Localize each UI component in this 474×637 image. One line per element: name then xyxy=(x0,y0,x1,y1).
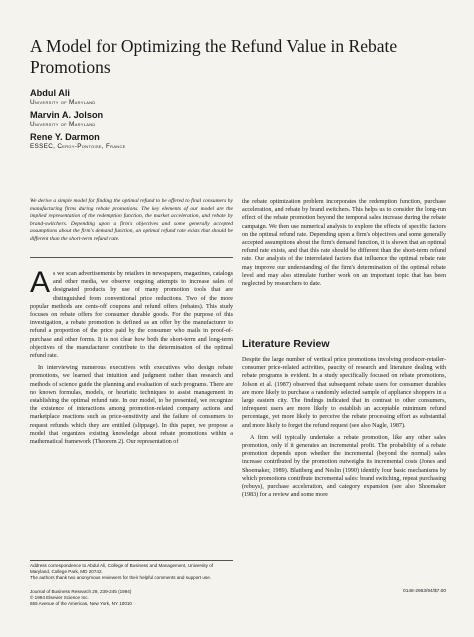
section-heading-literature-review: Literature Review xyxy=(242,338,330,350)
body-paragraph: In interviewing numerous executives with executives who design rebate promotions, we learned that intuition and judgment rather than research and methods of science guide the planning and evaluation of such programs. There are no known formulas, models, or heuristic techniques to assist management in establishing the optimal refund rate. In our model, to be presented, we recognize the existence of interactions among promotion-related company actions and marketplace reactions such as price-sensitivity and the failure of consumers to request refunds which they are entitled (slippage). In this paper, we propose a model that organizes existing knowledge about rebate promotions within a mathematical framework (Theorem 2). Our representation of xyxy=(30,365,233,446)
author-affiliation: ESSEC, Cergy-Pontoise, France xyxy=(30,143,126,150)
abstract: We derive a simple model for finding the optimal refund to be offered to final consumers by manufacturing firms during rebate promotions. The key elements of our model are the implied representation of the redemption function, the market acceleration, and rebate by brand-switchers. Depending upon a firm's objectives and some generally accepted assumptions about the firm's demand function, an optimal refund rate exists that should be different than the short-term refund rate. xyxy=(30,198,233,242)
drop-cap: A xyxy=(30,266,51,299)
author-block xyxy=(30,88,330,107)
journal-line: © 1994 Elsevier Science Inc. xyxy=(30,595,89,600)
footnote xyxy=(30,563,233,581)
journal-info xyxy=(30,589,233,607)
intro-paragraph xyxy=(30,266,233,360)
left-column-body xyxy=(30,266,233,450)
body-paragraph: A firm will typically undertake a rebate promotion, like any other sales promotion, only if it generates an incremental profit. The probability of a rebate promotion depends upon whether the incremental (beyond the normal) sales increase contributed by the promotion outweighs its incremental costs (Jones and Shoemaker, 1989). Blattberg and Neslin (1990) identify four basic mechanisms by which promotions contribute incremental sales: brand switching, repeat purchasing (rebuys), purchase acceleration, and category expansion (see also Shoemaker (1983) for a review and some more xyxy=(242,434,446,499)
abstract-divider xyxy=(30,257,233,258)
article-title: A Model for Optimizing the Refund Value in Rebate Promotions xyxy=(30,36,398,77)
body-paragraph: Despite the large number of vertical price promotions involving producer-retailer-consumer price-related activities, paucity of research and literature dealing with rebate programs is evident. In a study specifically focused on rebate promotions, Jolson et al. (1987) observed that subsequent rebate users for consumer durables are more likely to purchase a randomly selected sample of appliance shoppers in a large eastern city. The findings indicated that in contrast to other consumers, infrequent users are more likely to establish an acceptable minimum refund percentage, yet more likely to perceive the rebate processing effort as substantial and more likely to forget the refund request (see also Nagle, 1987). xyxy=(242,357,446,429)
author-affiliation: University of Maryland xyxy=(30,99,96,106)
journal-line: Journal of Business Research 29, 239-245 (1994) xyxy=(30,589,132,594)
author-block xyxy=(30,110,330,129)
footnote-line: The authors thank two anonymous reviewers for their helpful comments and support use. xyxy=(30,575,212,580)
right-column-body xyxy=(242,356,446,503)
continued-paragraph: the rebate optimization problem incorporates the redemption function, purchase acceleration, and rebate by brand switchers. This helps us to consider the long-run effect of the rebate promotion beyond the temporal sales increase during the rebate campaign. We then use numerical analysis to explore the effects of specific factors on the optimal refund rate. Depending upon a firm's objectives and some generally accepted assumptions about the firm's demand function, it is shown that an optimal refund rate exists, and that this rate should be different than the short-term refund rate. Our analysis of the interrelated factors that influence the optimal rebate rate may improve our understanding of the firm's determination of the optimal rebate level and may also stimulate further work on an important topic that has been neglected by researchers to date. xyxy=(242,199,446,288)
intro-text: s we scan advertisements by retailers in newspapers, magazines, catalogs and other media, we observe ongoing attempts to increase sales of designated products by use of many promotion tools that are distinguished from conventional price reductions. Two of the more popular methods are cents-off coupons and refund offers (rebates). This study focuses on rebate offers for consumer durable goods. For the purpose of this investigation, a rebate promotion is defined as an offer by the manufacturer to refund a proportion of the price paid by the consumer who mails in proof-of-purchase and other forms. It is not clear how both the short-term and long-term objectives of the manufacturer contribute to the determination of the optimal refund rate. xyxy=(30,271,233,360)
footnote-divider xyxy=(30,560,233,561)
right-column-top xyxy=(242,198,446,292)
footnote-line: Address correspondence to Abdul Ali, College of Business and Management, University of Maryland, College Park, MD 20742. xyxy=(30,563,214,574)
author-name: Marvin A. Jolson xyxy=(30,110,104,120)
issn-code: 0148-2963/94/$7.00 xyxy=(403,589,446,594)
author-affiliation: University of Maryland xyxy=(30,121,96,128)
author-name: Abdul Ali xyxy=(30,88,70,98)
author-block xyxy=(30,132,330,151)
journal-line: 655 Avenue of the Americas, New York, NY 10010 xyxy=(30,601,132,606)
author-name: Rene Y. Darmon xyxy=(30,132,100,142)
author-list xyxy=(30,88,330,154)
